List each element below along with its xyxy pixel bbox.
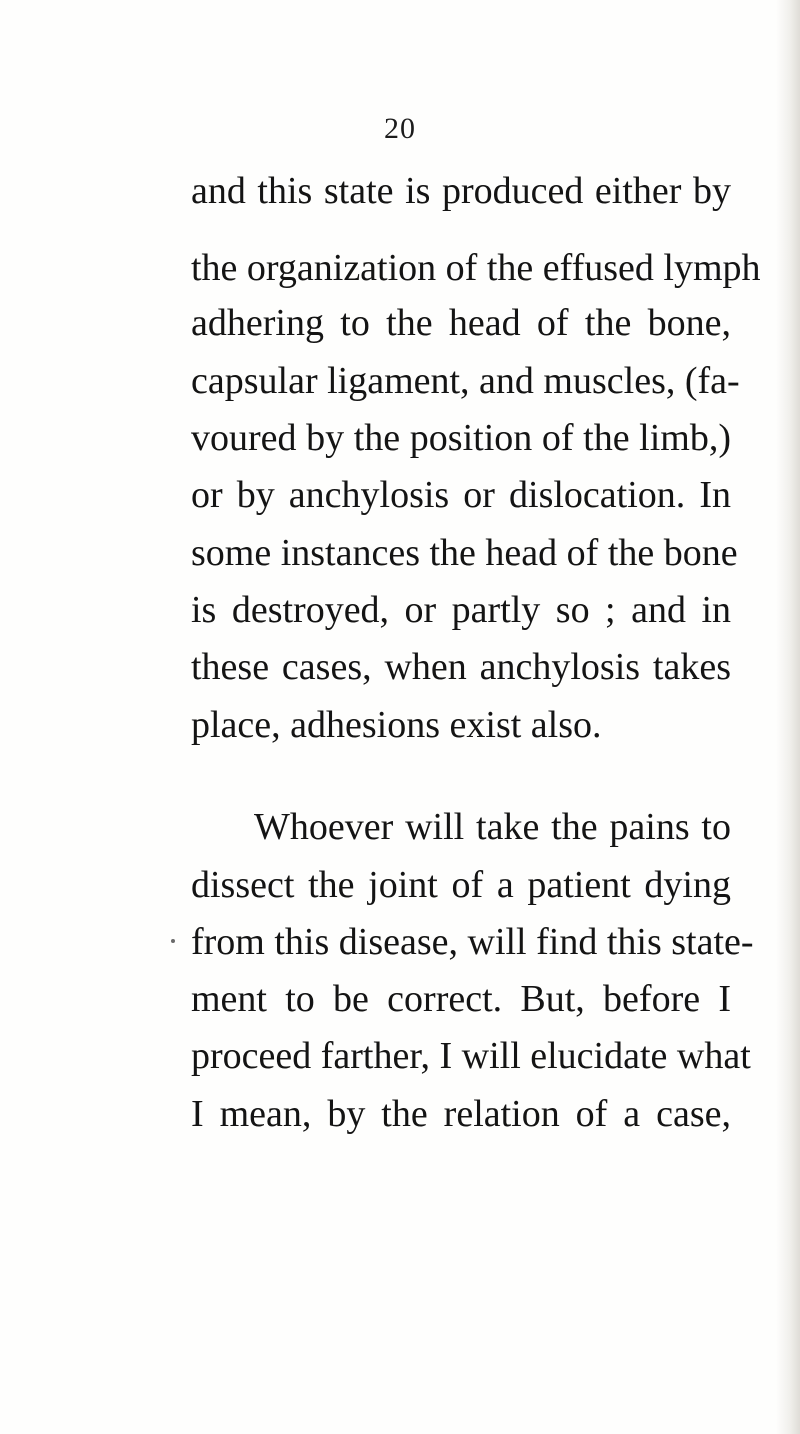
text-line: some instances the head of the bone (191, 532, 738, 574)
text-line: the organization of the effused lymph (191, 247, 761, 289)
text-line: and this state is produced either by (191, 170, 731, 212)
text-line: is destroyed, or partly so ; and in (191, 589, 731, 631)
page-edge-shadow (776, 0, 800, 1434)
text-line: adhering to the head of the bone, (191, 302, 731, 344)
text-line: ment to be correct. But, before I (191, 978, 731, 1020)
text-line: proceed farther, I will elucidate what (191, 1035, 751, 1077)
text-line: capsular ligament, and muscles, (fa- (191, 360, 740, 402)
text-line: or by anchylosis or dislocation. In (191, 474, 731, 516)
text-line: place, adhesions exist also. (191, 704, 602, 746)
text-line: I mean, by the relation of a case, (191, 1093, 731, 1135)
page-number: 20 (384, 112, 416, 145)
text-line: from this disease, will find this state- (191, 921, 754, 963)
text-line: voured by the position of the limb,) (191, 417, 731, 459)
ink-speck (171, 939, 175, 943)
text-line: dissect the joint of a patient dying (191, 864, 731, 906)
text-line: these cases, when anchylosis takes (191, 646, 731, 688)
text-line: Whoever will take the pains to (254, 806, 731, 848)
